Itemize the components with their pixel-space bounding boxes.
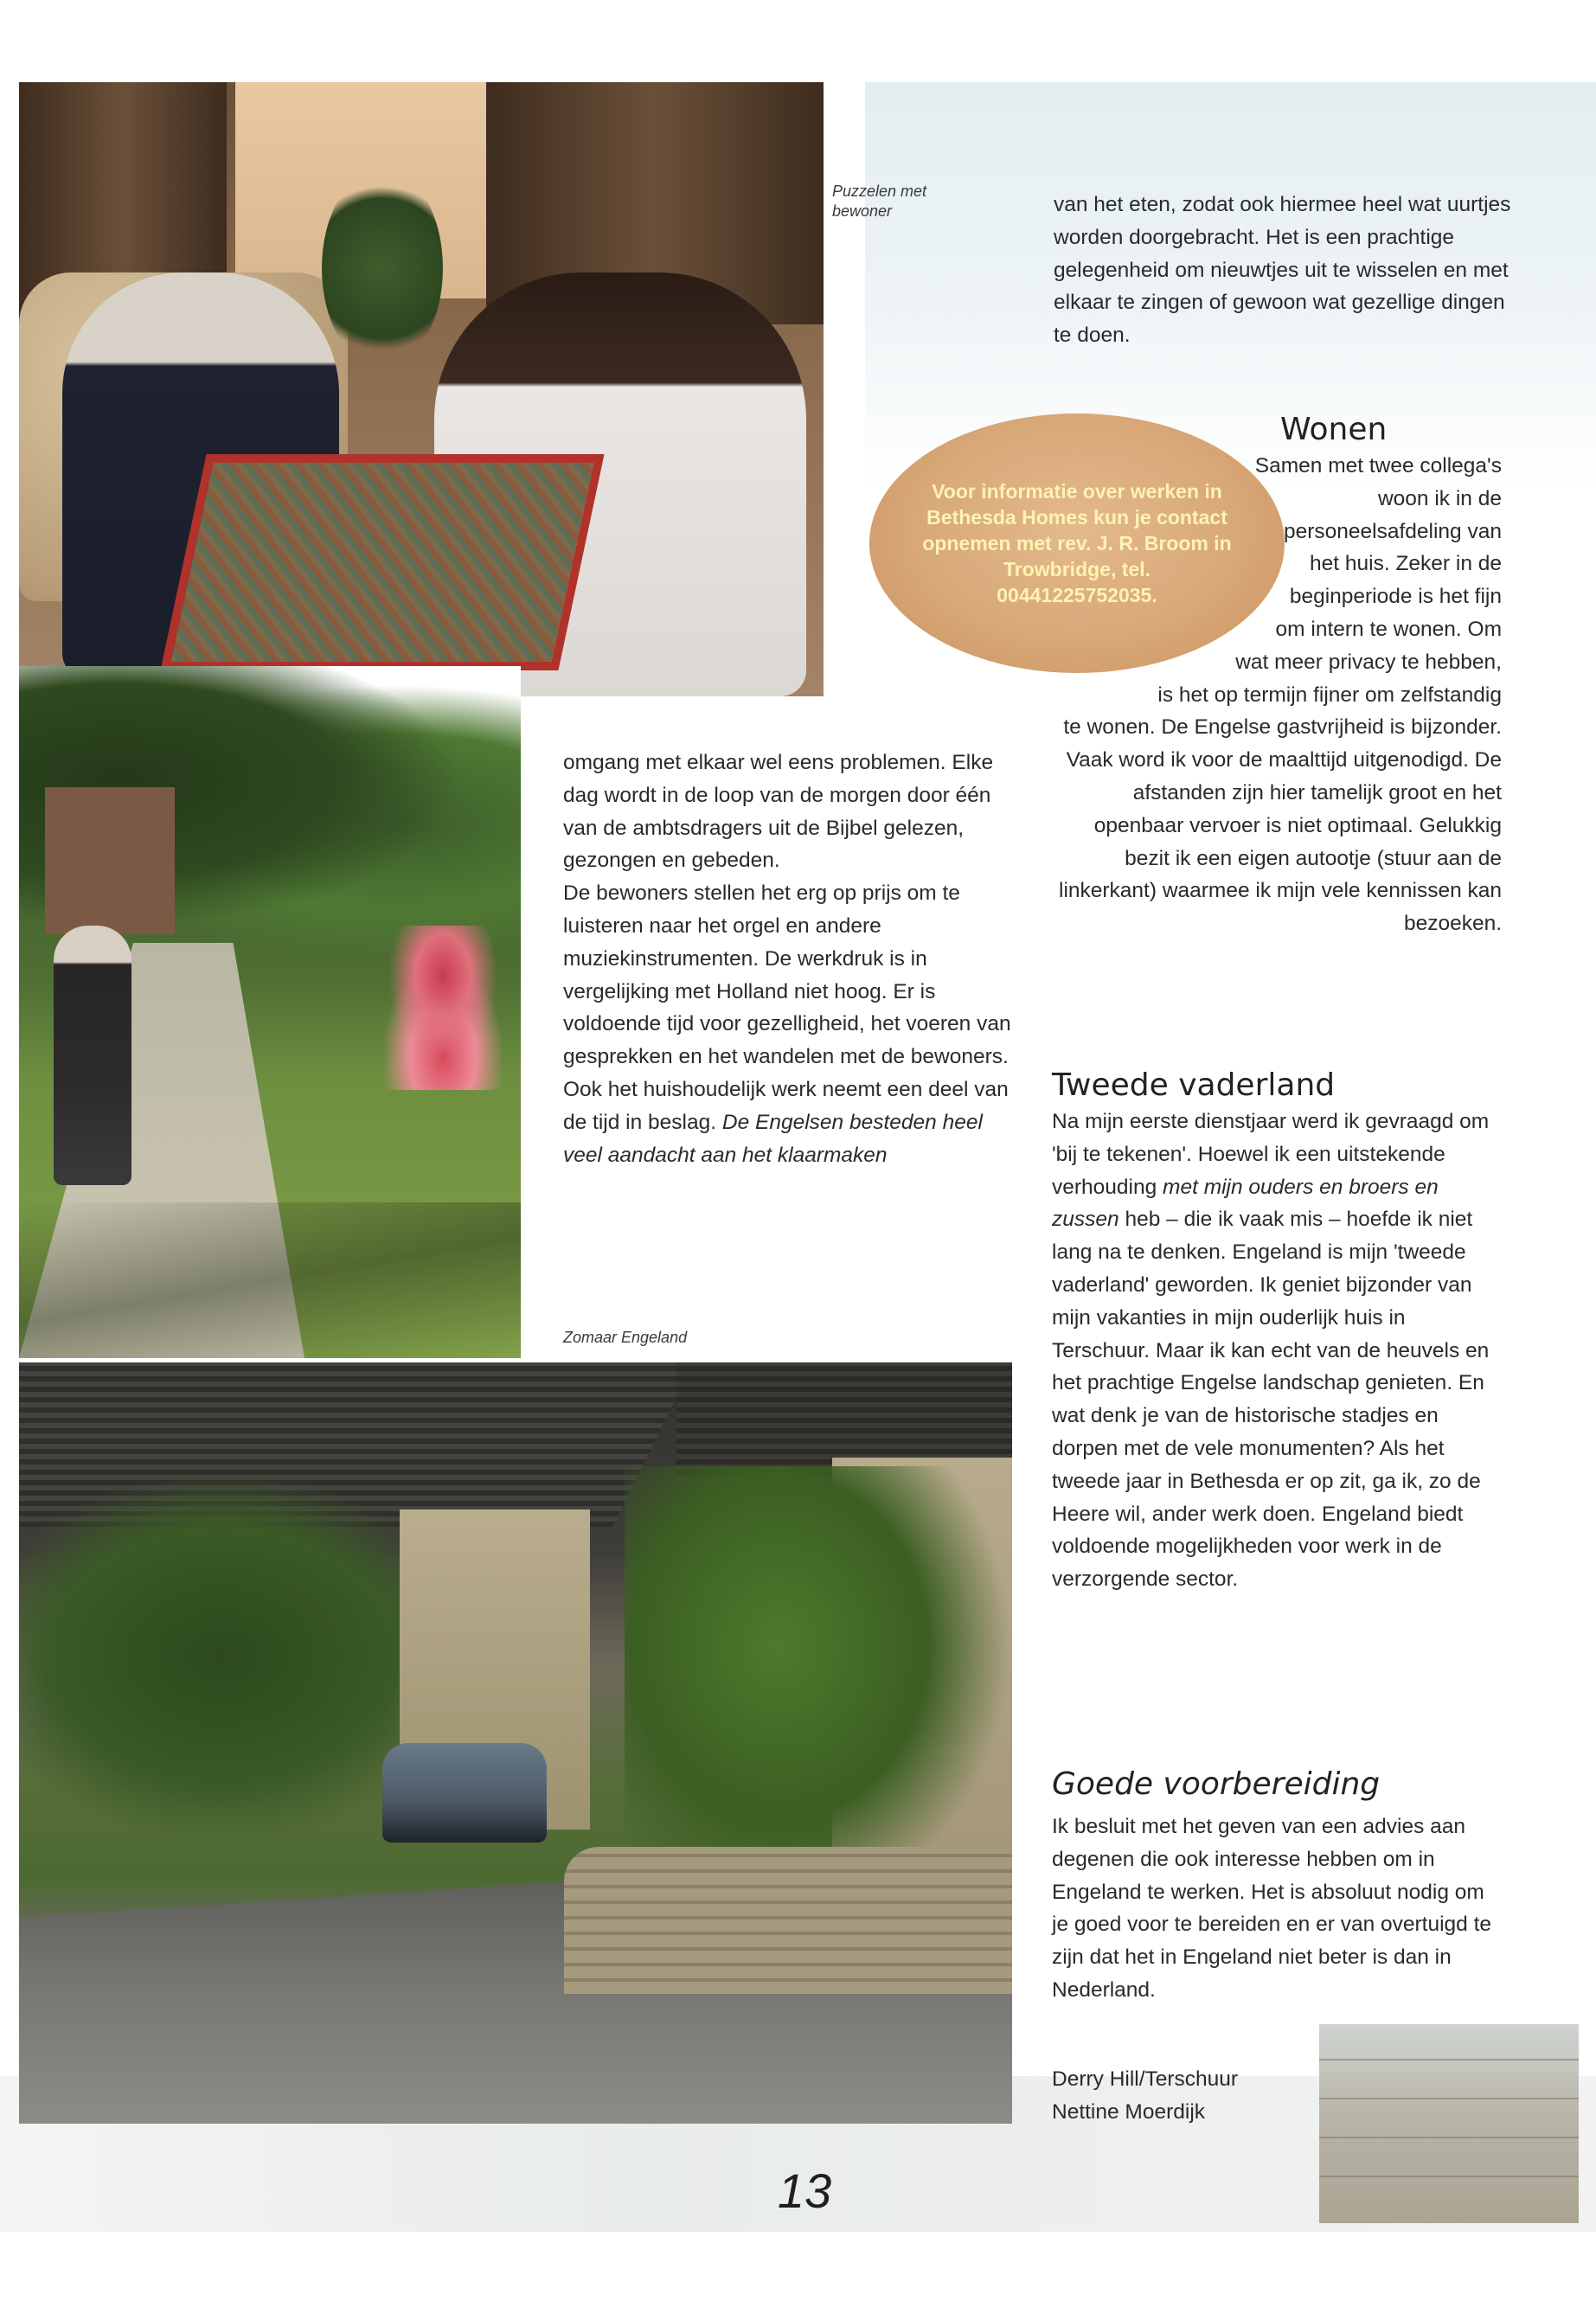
signature-line-2: Nettine Moerdijk: [1052, 2099, 1206, 2124]
heading-tweede-vaderland: Tweede vaderland: [1052, 1067, 1336, 1103]
middle-paragraph-2: [563, 877, 1013, 1171]
middle-paragraph-2-italic: De Engelsen besteden heel veel aandacht aan het klaarmaken: [563, 1110, 983, 1167]
callout-text: Voor informatie over werken in Bethesda Homes kun je contact opnemen met rev. J. R. Broom in Trowbridge, tel. 00441225752035.: [922, 480, 1232, 606]
page-number: 13: [777, 2163, 832, 2218]
puzzle-photo-caption: Puzzelen met bewoner: [832, 183, 927, 220]
wonen-section: [1052, 450, 1502, 1047]
tweede-vaderland-text-b: heb – die ik vaak mis – hoefde ik niet lang na te denken. Engeland is mijn 'tweede vaderland' geworden. Ik geniet bijzonder van mijn vakanties in mijn ouderlijk huis in Terschuur. Maar ik kan echt van de heuvels en het prachtige Engelse landschap genieten. En wat denk je van de historische stadjes en dorpen met de vele monumenten? Als het tweede jaar in Bethesda er op zit, ga ik, zo de Heere wil, ander werk doen. Engeland biedt voldoende mogelijkheden voor werk in de verzorgende sector.: [1052, 1208, 1490, 1592]
right-column-top: [1054, 189, 1525, 352]
tweede-vaderland-section: [1052, 1106, 1502, 1596]
tweede-vaderland-text-a: Na mijn eerste dienstjaar werd ik gevraagd om 'bij te tekenen'. Hoewel ik een uitstekende verhouding: [1052, 1110, 1490, 1199]
wonen-paragraph: Samen met twee collega's woon ik in de personeelsafdeling van het huis. Zeker in de beginperiode is het fijn om intern te wonen. Om wat meer privacy te hebben, is het op termijn fijner om zelfstandig te wonen. De Engelse gastvrijheid is bijzonder. Vaak word ik voor de maalttijd uitgenodigd. De afstanden zijn hier tamelijk groot en het openbaar vervoer is niet optimaal. Gelukkig bezit ik een eigen autootje (stuur aan de linkerkant) waarmee ik mijn vele kennissen kan bezoeken.: [1059, 454, 1502, 936]
author-signature: [1052, 2063, 1502, 2129]
garden-photo: [19, 666, 521, 1358]
signature-line-1: Derry Hill/Terschuur: [1052, 2067, 1239, 2091]
intro-paragraph: van het eten, zodat ook hiermee heel wat uurtjes worden doorgebracht. Het is een prachtige gelegenheid om nieuwtjes uit te wisselen en met elkaar te zingen of gewoon wat gezellige dingen te doen.: [1054, 193, 1511, 348]
middle-paragraph-2-text: De bewoners stellen het erg op prijs om te luisteren naar het orgel en andere muziekinstrumenten. De werkdruk is in vergelijking met Holland niet hoog. Er is voldoende tijd voor gezelligheid, het voeren van gesprekken en het wandelen met de bewoners. Ook het huishoudelijk werk neemt een deel van de tijd in beslag.: [563, 881, 1011, 1134]
middle-column: [563, 747, 1013, 1171]
heading-wonen: Wonen: [1280, 412, 1388, 447]
tweede-vaderland-paragraph: [1052, 1106, 1502, 1596]
puzzle-photo: [19, 82, 824, 696]
goede-voorbereiding-section: [1052, 1811, 1502, 2007]
village-photo: [19, 1362, 1012, 2124]
village-photo-caption: Zomaar Engeland: [563, 1329, 688, 1346]
middle-paragraph-1: omgang met elkaar wel eens problemen. Elke dag wordt in de loop van de morgen door één van de ambtsdragers uit de Bijbel gelezen, gezongen en gebeden.: [563, 751, 994, 873]
goede-voorbereiding-paragraph: Ik besluit met het geven van een advies aan degenen die ook interesse hebben om in Engeland te werken. Het is absoluut nodig om je goed voor te bereiden en er van overtuigd te zijn dat het in Engeland niet beter is dan in Nederland.: [1052, 1815, 1492, 2002]
heading-goede-voorbereiding: Goede voorbereiding: [1052, 1766, 1381, 1802]
tweede-vaderland-italic: met mijn ouders en broers en zussen: [1052, 1175, 1439, 1232]
